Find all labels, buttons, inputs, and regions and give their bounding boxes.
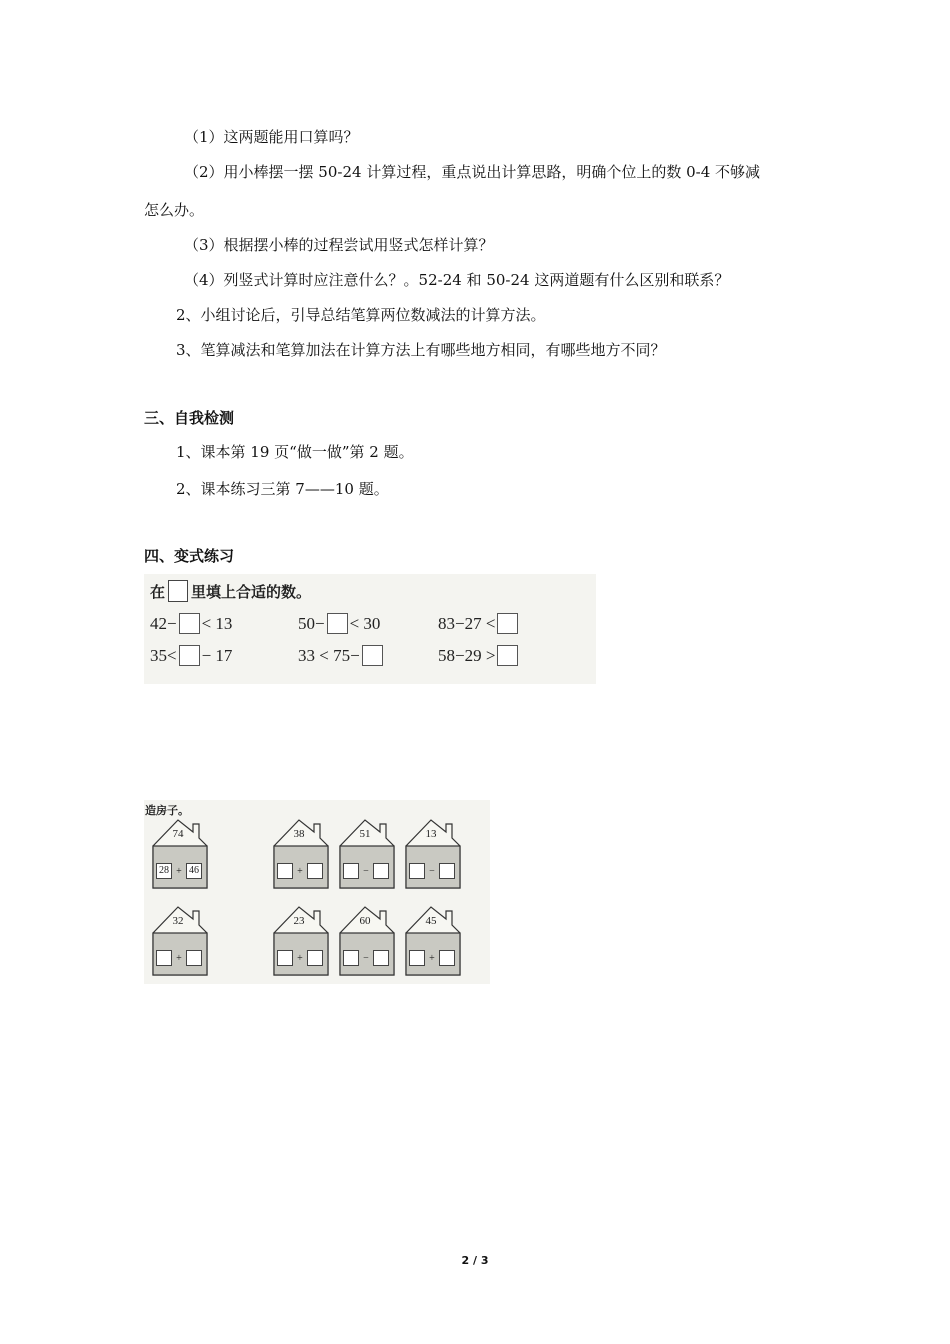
house-top-number: 51 (359, 828, 371, 840)
answer-box[interactable] (497, 645, 518, 666)
house-top-number: 45 (425, 915, 437, 927)
house-equation (277, 949, 323, 967)
house-left-box[interactable]: 28 (156, 863, 172, 879)
house-equation (343, 862, 389, 880)
answer-box[interactable] (497, 613, 518, 634)
question-2-line-1: （2）用小棒摆一摆 50-24 计算过程，重点说出计算思路，明确个位上的数 0-4 不够减 (184, 163, 761, 181)
house-right-box[interactable] (439, 863, 455, 879)
answer-box[interactable] (362, 645, 383, 666)
house-right-box[interactable] (373, 863, 389, 879)
house-top-number: 32 (172, 915, 184, 927)
example-answer-box (168, 580, 188, 602)
house-equation (156, 862, 202, 880)
paragraph-2: 2、小组讨论后，引导总结笔算两位数减法的计算方法。 (176, 306, 546, 324)
house-left-box[interactable] (277, 863, 293, 879)
house-equation (343, 949, 389, 967)
house-operator: + (176, 952, 182, 964)
house-3 (338, 818, 402, 910)
inequality-6: 58−29 > (438, 645, 520, 666)
house-top-number: 74 (172, 828, 184, 840)
section-4-heading: 四、变式练习 (144, 547, 235, 565)
question-3: （3）根据摆小棒的过程尝试用竖式怎样计算？ (184, 236, 494, 254)
house-left-box[interactable] (343, 863, 359, 879)
house-operator: + (176, 865, 182, 877)
house-top-number: 60 (359, 915, 371, 927)
house-left-box[interactable] (277, 950, 293, 966)
house-operator: + (297, 952, 303, 964)
house-top-number: 13 (425, 828, 437, 840)
house-equation (409, 862, 455, 880)
question-2-line-2: 怎么办。 (144, 201, 205, 219)
house-right-box[interactable] (307, 950, 323, 966)
fill-in-title (150, 580, 311, 602)
house-right-box[interactable]: 46 (186, 863, 202, 879)
answer-box[interactable] (179, 645, 200, 666)
house-right-box[interactable] (373, 950, 389, 966)
inequality-2: 50− < 30 (298, 613, 381, 633)
fill-in-inequality-figure (144, 574, 596, 684)
house-equation (156, 949, 202, 967)
inequality-3: 83−27 < (438, 613, 520, 634)
house-left-box[interactable] (343, 950, 359, 966)
house-operator: − (429, 865, 435, 877)
house-1 (151, 818, 215, 910)
house-right-box[interactable] (439, 950, 455, 966)
house-operator: − (363, 952, 369, 964)
house-right-box[interactable] (186, 950, 202, 966)
inequality-4: 35< − 17 (150, 645, 233, 665)
answer-box[interactable] (327, 613, 348, 634)
house-equation (409, 949, 455, 967)
house-left-box[interactable] (409, 950, 425, 966)
self-check-item-1: 1、课本第 19 页“做一做”第 2 题。 (176, 443, 414, 461)
house-operator: + (297, 865, 303, 877)
fill-in-title-suffix: 里填上合适的数。 (191, 582, 312, 601)
fill-in-title-prefix: 在 (150, 582, 166, 601)
page-number: 2 / 3 (461, 1254, 489, 1267)
house-left-box[interactable] (409, 863, 425, 879)
house-top-number: 38 (293, 828, 305, 840)
house-8 (404, 905, 468, 997)
house-7 (338, 905, 402, 997)
paragraph-3: 3、笔算减法和笔算加法在计算方法上有哪些地方相同，有哪些地方不同？ (176, 341, 666, 359)
house-operator: + (429, 952, 435, 964)
inequality-1: 42− < 13 (150, 613, 233, 633)
house-4 (404, 818, 468, 910)
question-4: （4）列竖式计算时应注意什么？。52-24 和 50-24 这两道题有什么区别和联系？ (184, 271, 730, 289)
house-operator: − (363, 865, 369, 877)
section-3-heading: 三、自我检测 (144, 409, 235, 427)
house-6 (272, 905, 336, 997)
house-5 (151, 905, 215, 997)
house-top-number: 23 (293, 915, 305, 927)
house-equation (277, 862, 323, 880)
answer-box[interactable] (179, 613, 200, 634)
house-2 (272, 818, 336, 910)
question-1: （1）这两题能用口算吗？ (184, 128, 359, 146)
build-house-title: 造房子。 (145, 804, 189, 817)
inequality-5: 33 < 75− (298, 645, 385, 666)
house-right-box[interactable] (307, 863, 323, 879)
self-check-item-2: 2、课本练习三第 7——10 题。 (176, 480, 389, 498)
house-left-box[interactable] (156, 950, 172, 966)
